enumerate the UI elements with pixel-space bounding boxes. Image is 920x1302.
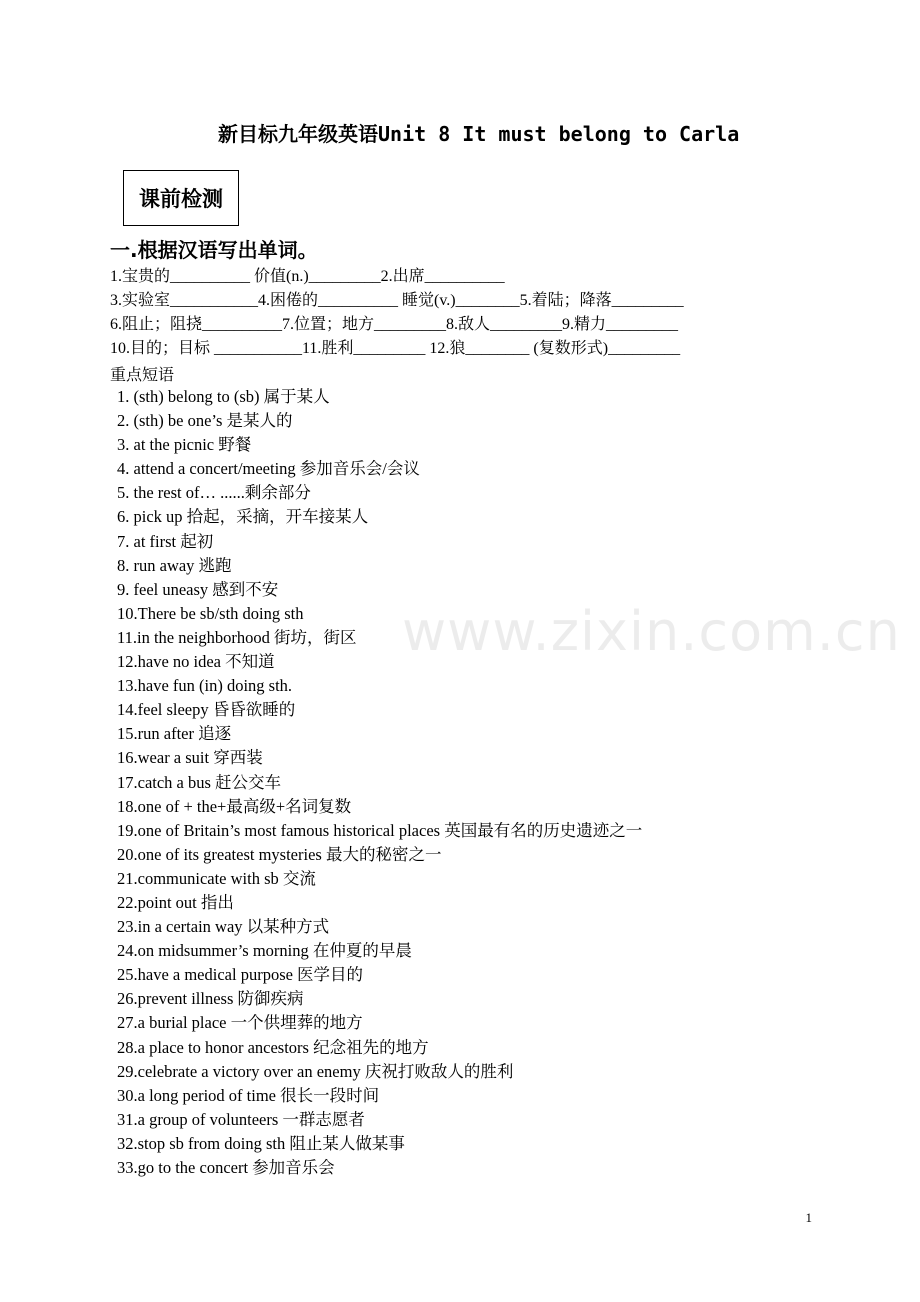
phrase-item: 32.stop sb from doing sth 阻止某人做某事 (117, 1133, 405, 1153)
phrase-item: 33.go to the concert 参加音乐会 (117, 1158, 335, 1177)
phrase-item: 21.communicate with sb 交流 (117, 868, 316, 888)
vocab-line: 3.实验室___________4.困倦的__________ 睡觉(v.)________5.着陆；降落_________ (110, 292, 684, 309)
phrase-item: 27.a burial place 一个供埋葬的地方 (117, 1013, 363, 1033)
phrase-item: 22.point out 指出 (117, 892, 234, 912)
vocab-line: 10.目的；目标 ___________11.胜利_________ 12.狼________ (复数形式)_________ (110, 340, 681, 357)
phrase-item: 7. at first 起初 (117, 531, 214, 551)
phrase-item: 25.have a medical purpose 医学目的 (117, 965, 364, 985)
phrase-item: 10.There be sb/sth doing sth (117, 603, 304, 623)
phrase-item: 3. at the picnic 野餐 (117, 435, 252, 455)
phrase-item: 2. (sth) be one’s 是某人的 (117, 411, 293, 431)
phrase-item: 24.on midsummer’s morning 在仲夏的早晨 (117, 941, 412, 961)
vocab-line: 1.宝贵的__________ 价值(n.)_________2.出席__________ (110, 268, 505, 285)
phrase-item: 20.one of its greatest mysteries 最大的秘密之一 (117, 844, 442, 864)
phrase-item: 11.in the neighborhood 街坊，街区 (117, 627, 357, 647)
vocab-line: 6.阻止；阻挠__________7.位置；地方_________8.敌人_________9.精力_________ (110, 316, 679, 333)
phrases-heading: 重点短语 (110, 367, 175, 384)
phrase-item: 9. feel uneasy 感到不安 (117, 579, 279, 599)
phrase-item: 16.wear a suit 穿西装 (117, 748, 263, 768)
page-number: 1 (805, 1210, 812, 1225)
phrase-item: 6. pick up 拾起，采摘，开车接某人 (117, 507, 369, 527)
watermark-logo: www.zixin.com.cn (402, 600, 901, 663)
phrase-item: 5. the rest of… ......剩余部分 (117, 483, 311, 503)
phrase-item: 31.a group of volunteers 一群志愿者 (117, 1109, 365, 1129)
pre-class-test-box: 课前检测 (123, 170, 239, 226)
document-title: 新目标九年级英语Unit 8 It must belong to Carla (218, 122, 740, 146)
phrase-item: 4. attend a concert/meeting 参加音乐会/会议 (117, 459, 420, 479)
phrase-item: 30.a long period of time 很长一段时间 (117, 1085, 380, 1105)
phrase-item: 1. (sth) belong to (sb) 属于某人 (117, 387, 330, 406)
phrase-item: 23.in a certain way 以某种方式 (117, 917, 330, 937)
phrase-item: 13.have fun (in) doing sth. (117, 676, 293, 696)
phrase-item: 29.celebrate a victory over an enemy 庆祝打败敌人的胜利 (117, 1061, 514, 1081)
phrase-item: 18.one of + the+最高级+名词复数 (117, 796, 352, 816)
phrase-item: 28.a place to honor ancestors 纪念祖先的地方 (117, 1037, 429, 1057)
phrase-item: 19.one of Britain’s most famous historical places 英国最有名的历史遗迹之一 (117, 820, 643, 840)
phrase-item: 14.feel sleepy 昏昏欲睡的 (117, 700, 296, 720)
phrase-item: 15.run after 追逐 (117, 724, 232, 744)
phrase-item: 8. run away 逃跑 (117, 555, 232, 575)
phrase-item: 26.prevent illness 防御疾病 (117, 989, 304, 1009)
phrase-item: 12.have no idea 不知道 (117, 652, 275, 672)
phrase-item: 17.catch a bus 赶公交车 (117, 772, 282, 792)
section-heading: 一.根据汉语写出单词。 (110, 238, 318, 262)
phrase-list (117, 385, 642, 1180)
